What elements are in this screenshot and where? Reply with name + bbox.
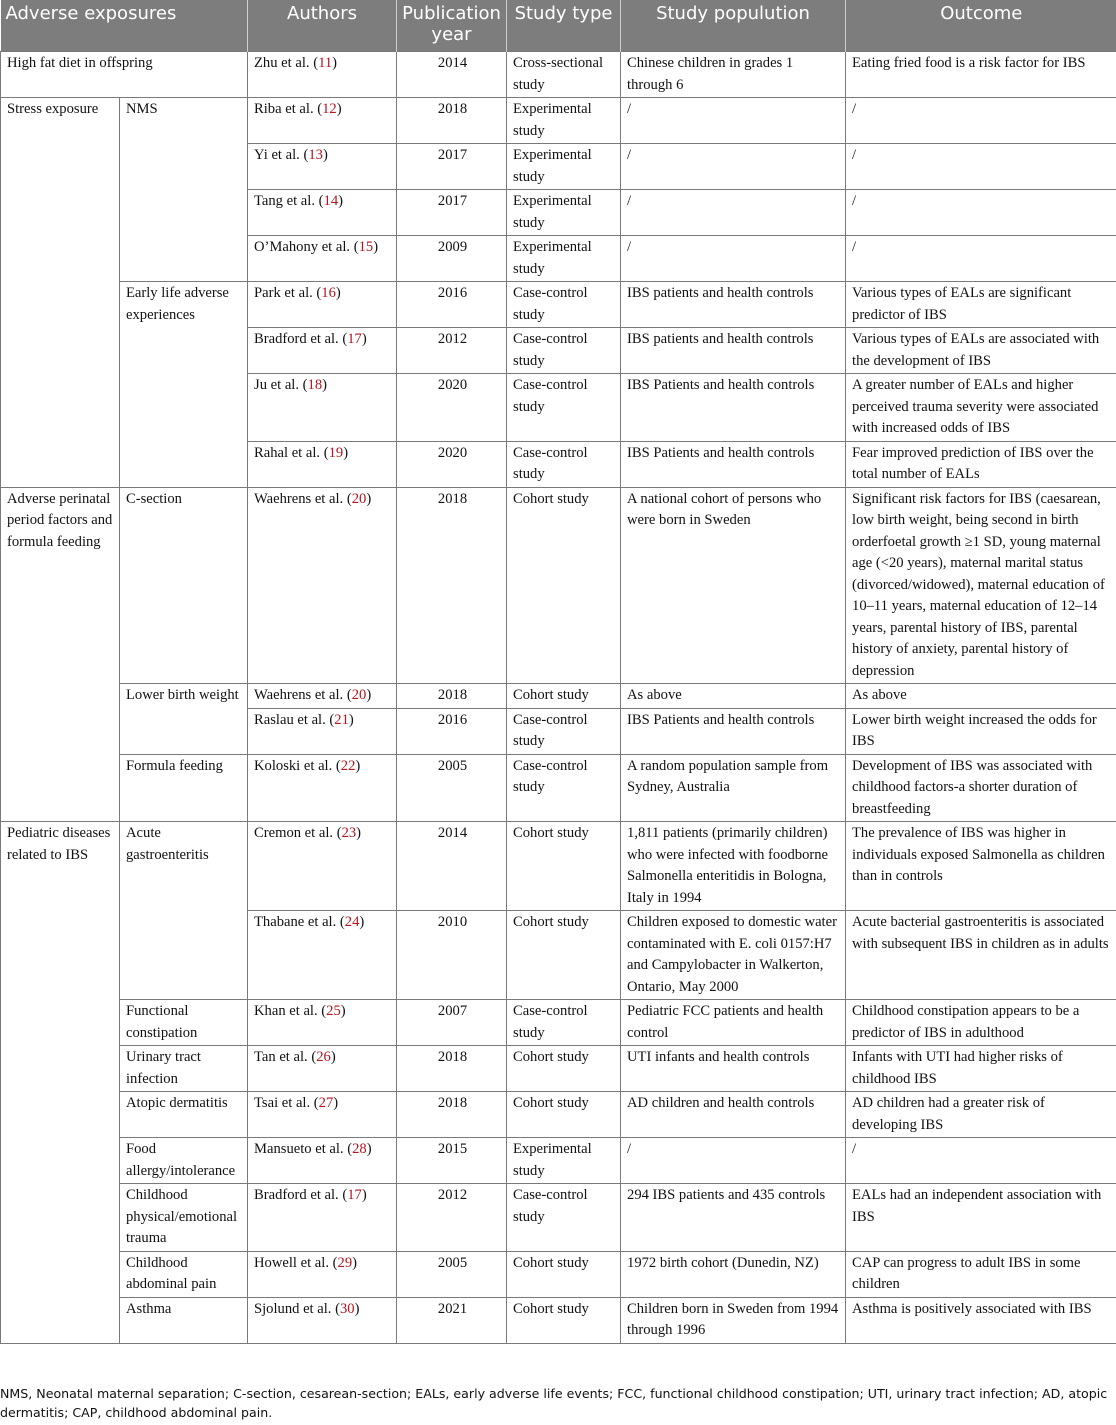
outcome-cell: Development of IBS was associated with childhood factors-a shorter duration of breastfeeding <box>846 754 1116 822</box>
year-cell: 2012 <box>397 328 507 374</box>
study-type-cell: Case-control study <box>507 328 621 374</box>
exposure-subgroup-cell: Lower birth weight <box>120 684 248 755</box>
outcome-cell: Childhood constipation appears to be a predictor of IBS in adulthood <box>846 1000 1116 1046</box>
reference-link[interactable]: 17 <box>347 331 362 347</box>
study-type-cell: Cohort study <box>507 487 621 684</box>
author-name: Koloski et al. <box>254 757 333 774</box>
header-outcome: Outcome <box>846 0 1116 52</box>
study-type-cell: Cohort study <box>507 1046 621 1092</box>
exposure-subgroup-cell: Childhood physical/emotional trauma <box>120 1184 248 1252</box>
author-name: Sjolund et al. <box>254 1300 332 1317</box>
year-cell: 2016 <box>397 282 507 328</box>
exposure-subgroup-cell: Formula feeding <box>120 754 248 822</box>
table-row <box>1 822 1116 911</box>
author-name: Rahal et al. <box>254 444 321 461</box>
year-cell: 2020 <box>397 374 507 442</box>
author-name: Zhu et al. <box>254 55 310 71</box>
author-name: Riba et al. <box>254 101 314 117</box>
reference-link[interactable]: 25 <box>326 1003 341 1019</box>
population-cell: Pediatric FCC patients and health control <box>621 1000 846 1046</box>
reference-link[interactable]: 12 <box>322 101 337 117</box>
reference-link[interactable]: 17 <box>347 1187 362 1203</box>
population-cell: / <box>621 190 846 236</box>
reference-link[interactable]: 29 <box>337 1254 353 1271</box>
author-cell: Ju et al. (18) <box>248 374 397 442</box>
study-type-cell: Cohort study <box>507 1092 621 1138</box>
outcome-cell: / <box>846 236 1116 282</box>
reference-link[interactable]: 18 <box>307 377 323 393</box>
table-footnote: NMS, Neonatal maternal separation; C-section, cesarean-section; EALs, early adverse life events; FCC, functional childhood constipation; UTI, urinary tract infection; AD, atopic dermatitis; CAP, childhood abdominal pain. <box>0 1386 1108 1420</box>
population-cell: IBS patients and health controls <box>621 328 846 374</box>
study-type-cell: Case-control study <box>507 708 621 754</box>
reference-link[interactable]: 20 <box>351 687 367 703</box>
header-row <box>1 0 1116 52</box>
year-cell: 2016 <box>397 708 507 754</box>
reference-link[interactable]: 16 <box>321 285 336 301</box>
population-cell: UTI infants and health controls <box>621 1046 846 1092</box>
study-type-cell: Experimental study <box>507 236 621 282</box>
year-cell: 2010 <box>397 911 507 1000</box>
population-cell: AD children and health controls <box>621 1092 846 1138</box>
author-cell: O’Mahony et al. (15) <box>248 236 397 282</box>
population-cell: IBS Patients and health controls <box>621 374 846 442</box>
author-name: Khan et al. <box>254 1003 318 1019</box>
outcome-cell: / <box>846 190 1116 236</box>
author-cell: Khan et al. (25) <box>248 1000 397 1046</box>
author-name: Bradford et al. <box>254 331 339 347</box>
study-type-cell: Case-control study <box>507 754 621 822</box>
exposure-subgroup-cell: Acute gastroenteritis <box>120 822 248 1000</box>
author-name: Tan et al. <box>254 1049 308 1065</box>
exposure-subgroup-cell: Urinary tract infection <box>120 1046 248 1092</box>
reference-link[interactable]: 20 <box>351 490 367 507</box>
year-cell: 2005 <box>397 1251 507 1297</box>
year-cell: 2009 <box>397 236 507 282</box>
reference-link[interactable]: 24 <box>344 914 360 930</box>
table-row <box>1 754 1116 822</box>
study-type-cell: Cohort study <box>507 822 621 911</box>
author-name: O’Mahony et al. <box>254 239 351 255</box>
author-cell: Park et al. (16) <box>248 282 397 328</box>
outcome-cell: / <box>846 144 1116 190</box>
year-cell: 2017 <box>397 144 507 190</box>
header-adverse-exposures: Adverse exposures <box>1 0 248 52</box>
exposure-group-cell: High fat diet in offspring <box>1 52 248 98</box>
author-name: Bradford et al. <box>254 1187 339 1203</box>
outcome-cell: / <box>846 98 1116 144</box>
header-study-population: Study populution <box>621 0 846 52</box>
table-row <box>1 98 1116 144</box>
reference-link[interactable]: 11 <box>318 55 333 71</box>
exposure-subgroup-cell: Food allergy/intolerance <box>120 1138 248 1184</box>
outcome-cell: AD children had a greater risk of developing IBS <box>846 1092 1116 1138</box>
year-cell: 2014 <box>397 52 507 98</box>
exposure-subgroup-cell: Atopic dermatitis <box>120 1092 248 1138</box>
population-cell: A national cohort of persons who were born in Sweden <box>621 487 846 684</box>
population-cell: / <box>621 98 846 144</box>
study-type-cell: Cross-sectional study <box>507 52 621 98</box>
population-cell: IBS Patients and health controls <box>621 441 846 487</box>
year-cell: 2017 <box>397 190 507 236</box>
reference-link[interactable]: 19 <box>328 444 344 461</box>
population-cell: 1,811 patients (primarily children) who were infected with foodborne Salmonella enteritidis in Bologna, Italy in 1994 <box>621 822 846 911</box>
year-cell: 2018 <box>397 684 507 709</box>
outcome-cell: EALs had an independent association with IBS <box>846 1184 1116 1252</box>
author-name: Howell et al. <box>254 1254 329 1271</box>
population-cell: A random population sample from Sydney, Australia <box>621 754 846 822</box>
table-row <box>1 52 1116 98</box>
study-type-cell: Cohort study <box>507 1297 621 1343</box>
study-type-cell: Case-control study <box>507 374 621 442</box>
author-name: Cremon et al. <box>254 825 334 841</box>
outcome-cell: As above <box>846 684 1116 709</box>
author-cell: Zhu et al. (11) <box>248 52 397 98</box>
exposure-subgroup-cell: Early life adverse experiences <box>120 282 248 488</box>
author-name: Tsai et al. <box>254 1095 311 1111</box>
outcome-cell: Acute bacterial gastroenteritis is associated with subsequent IBS in children as in adults <box>846 911 1116 1000</box>
outcome-cell: Asthma is positively associated with IBS <box>846 1297 1116 1343</box>
year-cell: 2018 <box>397 98 507 144</box>
year-cell: 2018 <box>397 1046 507 1092</box>
year-cell: 2014 <box>397 822 507 911</box>
author-cell: Howell et al. (29) <box>248 1251 397 1297</box>
header-publication-year: Publication year <box>397 0 507 52</box>
year-cell: 2007 <box>397 1000 507 1046</box>
author-name: Park et al. <box>254 285 313 301</box>
author-cell: Waehrens et al. (20) <box>248 487 397 684</box>
author-name: Tang et al. <box>254 193 315 209</box>
outcome-cell: CAP can progress to adult IBS in some children <box>846 1251 1116 1297</box>
author-cell: Waehrens et al. (20) <box>248 684 397 709</box>
exposure-subgroup-cell: Childhood abdominal pain <box>120 1251 248 1297</box>
reference-link[interactable]: 28 <box>352 1141 367 1157</box>
population-cell: As above <box>621 684 846 709</box>
population-cell: / <box>621 1138 846 1184</box>
reference-link[interactable]: 26 <box>316 1049 331 1065</box>
author-cell: Yi et al. (13) <box>248 144 397 190</box>
reference-link[interactable]: 21 <box>334 711 349 728</box>
population-cell: Children born in Sweden from 1994 through 1996 <box>621 1297 846 1343</box>
study-type-cell: Cohort study <box>507 911 621 1000</box>
author-name: Ju et al. <box>254 377 300 393</box>
population-cell: Children exposed to domestic water contaminated with E. coli 0157:H7 and Campylobacter in Walkerton, Ontario, May 2000 <box>621 911 846 1000</box>
study-type-cell: Cohort study <box>507 1251 621 1297</box>
table-row <box>1 684 1116 709</box>
outcome-cell: Eating fried food is a risk factor for IBS <box>846 52 1116 98</box>
author-name: Mansueto et al. <box>254 1141 344 1157</box>
table-row <box>1 1000 1116 1046</box>
exposure-group-cell: Stress exposure <box>1 98 120 488</box>
exposure-group-cell: Adverse perinatal period factors and formula feeding <box>1 487 120 822</box>
population-cell: IBS Patients and health controls <box>621 708 846 754</box>
study-type-cell: Experimental study <box>507 1138 621 1184</box>
population-cell: / <box>621 236 846 282</box>
outcome-cell: The prevalence of IBS was higher in individuals exposed Salmonella as children than in controls <box>846 822 1116 911</box>
author-cell: Tsai et al. (27) <box>248 1092 397 1138</box>
author-cell: Mansueto et al. (28) <box>248 1138 397 1184</box>
study-type-cell: Experimental study <box>507 144 621 190</box>
year-cell: 2018 <box>397 487 507 684</box>
exposure-group-cell: Pediatric diseases related to IBS <box>1 822 120 1344</box>
year-cell: 2018 <box>397 1092 507 1138</box>
exposure-subgroup-cell: C-section <box>120 487 248 684</box>
author-cell: Bradford et al. (17) <box>248 1184 397 1252</box>
author-cell: Tang et al. (14) <box>248 190 397 236</box>
author-cell: Koloski et al. (22) <box>248 754 397 822</box>
author-name: Raslau et al. <box>254 711 326 728</box>
author-cell: Bradford et al. (17) <box>248 328 397 374</box>
author-name: Thabane et al. <box>254 914 337 930</box>
population-cell: 294 IBS patients and 435 controls <box>621 1184 846 1252</box>
year-cell: 2021 <box>397 1297 507 1343</box>
table-row <box>1 1251 1116 1297</box>
table-row <box>1 1297 1116 1343</box>
study-type-cell: Case-control study <box>507 1184 621 1252</box>
study-type-cell: Experimental study <box>507 190 621 236</box>
table-row <box>1 1046 1116 1092</box>
population-cell: 1972 birth cohort (Dunedin, NZ) <box>621 1251 846 1297</box>
header-authors: Authors <box>248 0 397 52</box>
table-row <box>1 1092 1116 1138</box>
author-cell: Thabane et al. (24) <box>248 911 397 1000</box>
author-name: Yi et al. <box>254 147 300 163</box>
outcome-cell: Significant risk factors for IBS (caesarean, low birth weight, being second in birth orderfoetal growth ≥1 SD, young maternal age (<20 years), maternal marital status (divorced/widowed), maternal education of 10–11 years, maternal education of 12–14 years, parental history of IBS, parental history of anxiety, parental history of depression <box>846 487 1116 684</box>
author-name: Waehrens et al. <box>254 687 344 703</box>
author-cell: Raslau et al. (21) <box>248 708 397 754</box>
outcome-cell: / <box>846 1138 1116 1184</box>
exposure-subgroup-cell: Functional constipation <box>120 1000 248 1046</box>
author-name: Waehrens et al. <box>254 490 344 507</box>
year-cell: 2015 <box>397 1138 507 1184</box>
study-type-cell: Experimental study <box>507 98 621 144</box>
study-type-cell: Case-control study <box>507 441 621 487</box>
author-cell: Tan et al. (26) <box>248 1046 397 1092</box>
population-cell: / <box>621 144 846 190</box>
outcome-cell: Fear improved prediction of IBS over the total number of EALs <box>846 441 1116 487</box>
reference-link[interactable]: 27 <box>318 1095 334 1111</box>
reference-link[interactable]: 22 <box>340 757 356 774</box>
reference-link[interactable]: 30 <box>339 1300 355 1317</box>
table-row <box>1 1184 1116 1252</box>
exposure-subgroup-cell: Asthma <box>120 1297 248 1343</box>
year-cell: 2005 <box>397 754 507 822</box>
outcome-cell: Infants with UTI had higher risks of childhood IBS <box>846 1046 1116 1092</box>
author-cell: Sjolund et al. (30) <box>248 1297 397 1343</box>
exposure-subgroup-cell: NMS <box>120 98 248 282</box>
author-cell: Riba et al. (12) <box>248 98 397 144</box>
author-cell: Cremon et al. (23) <box>248 822 397 911</box>
reference-link[interactable]: 13 <box>308 147 323 163</box>
outcome-cell: Lower birth weight increased the odds for IBS <box>846 708 1116 754</box>
table-row <box>1 487 1116 684</box>
table-row <box>1 1138 1116 1184</box>
table-row <box>1 282 1116 328</box>
population-cell: Chinese children in grades 1 through 6 <box>621 52 846 98</box>
study-type-cell: Case-control study <box>507 282 621 328</box>
study-type-cell: Case-control study <box>507 1000 621 1046</box>
study-type-cell: Cohort study <box>507 684 621 709</box>
outcome-cell: Various types of EALs are associated with the development of IBS <box>846 328 1116 374</box>
year-cell: 2020 <box>397 441 507 487</box>
year-cell: 2012 <box>397 1184 507 1252</box>
author-cell: Rahal et al. (19) <box>248 441 397 487</box>
reference-link[interactable]: 15 <box>358 239 374 255</box>
reference-link[interactable]: 23 <box>341 825 357 841</box>
population-cell: IBS patients and health controls <box>621 282 846 328</box>
outcome-cell: A greater number of EALs and higher perceived trauma severity were associated with increased odds of IBS <box>846 374 1116 442</box>
reference-link[interactable]: 14 <box>323 193 339 209</box>
outcome-cell: Various types of EALs are significant predictor of IBS <box>846 282 1116 328</box>
header-study-type: Study type <box>507 0 621 52</box>
